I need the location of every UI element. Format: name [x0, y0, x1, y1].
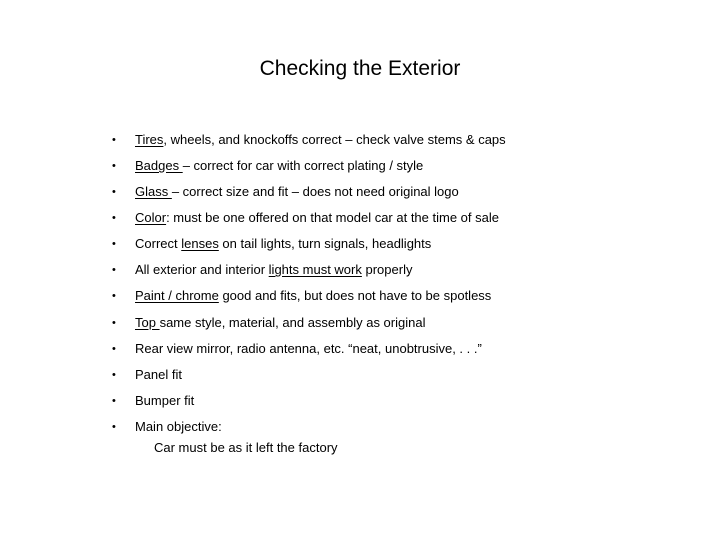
list-item-panel-fit: [0, 365, 720, 385]
item-description: same style, material, and assembly as original: [159, 315, 426, 330]
list-item-text: Rear view mirror, radio antenna, etc. “neat, unobtrusive, . . .”: [135, 341, 482, 356]
slide-title: Checking the Exterior: [259, 57, 461, 80]
item-description: – correct for car with correct plating / style: [182, 158, 424, 173]
bullet-dot: •: [112, 186, 116, 198]
bullet-dot: •: [112, 134, 116, 146]
bullet-dot: •: [112, 317, 116, 329]
list-item-lenses: [0, 234, 720, 254]
list-item-mirror: [0, 339, 720, 359]
underlined-term: lenses: [181, 236, 219, 251]
underlined-term: Glass: [135, 184, 172, 199]
list-item-text: [135, 234, 431, 254]
item-description: properly: [361, 262, 413, 277]
main-objective-detail: Car must be as it left the factory: [154, 440, 338, 455]
item-description: : must be one offered on that model car at the time of sale: [166, 210, 499, 225]
list-item-bumper-fit: [0, 391, 720, 411]
list-item-text: [135, 130, 506, 150]
item-prefix: Correct: [135, 236, 182, 251]
underlined-term: Tires: [135, 132, 164, 147]
bullet-dot: •: [112, 212, 116, 224]
underlined-term: Badges: [135, 158, 183, 173]
list-item-text: [135, 286, 491, 306]
list-item-text: [135, 260, 412, 280]
list-item-text: [135, 313, 425, 333]
list-item-text: [135, 208, 499, 228]
bullet-dot: •: [112, 395, 116, 407]
bullet-dot: •: [112, 421, 116, 433]
list-item-text: Main objective:: [135, 419, 222, 434]
list-item-badges: [0, 156, 720, 176]
item-description: , wheels, and knockoffs correct – check valve stems & caps: [163, 132, 506, 147]
item-description: good and fits, but does not have to be spotless: [218, 288, 492, 303]
item-description: – correct size and fit – does not need original logo: [171, 184, 459, 199]
list-item-glass: [0, 182, 720, 202]
list-item-main-objective: [0, 417, 720, 437]
bullet-dot: •: [112, 160, 116, 172]
list-item-color: [0, 208, 720, 228]
underlined-term: Color: [135, 210, 167, 225]
item-description: on tail lights, turn signals, headlights: [218, 236, 432, 251]
item-prefix: All exterior and interior: [135, 262, 269, 277]
list-item-text: Bumper fit: [135, 393, 195, 408]
list-item-text: [135, 182, 459, 202]
bullet-dot: •: [112, 369, 116, 381]
underlined-term: Paint / chrome: [135, 288, 219, 303]
list-item-text: Panel fit: [135, 367, 182, 382]
list-item-text: [135, 156, 423, 176]
underlined-term: Top: [135, 315, 160, 330]
list-item-lights: [0, 260, 720, 280]
bullet-dot: •: [112, 264, 116, 276]
list-item-paint: [0, 286, 720, 306]
bullet-dot: •: [112, 343, 116, 355]
underlined-term: lights must work: [268, 262, 362, 277]
bullet-dot: •: [112, 290, 116, 302]
bullet-dot: •: [112, 238, 116, 250]
list-item-tires: [0, 130, 720, 150]
list-item-top: [0, 313, 720, 333]
